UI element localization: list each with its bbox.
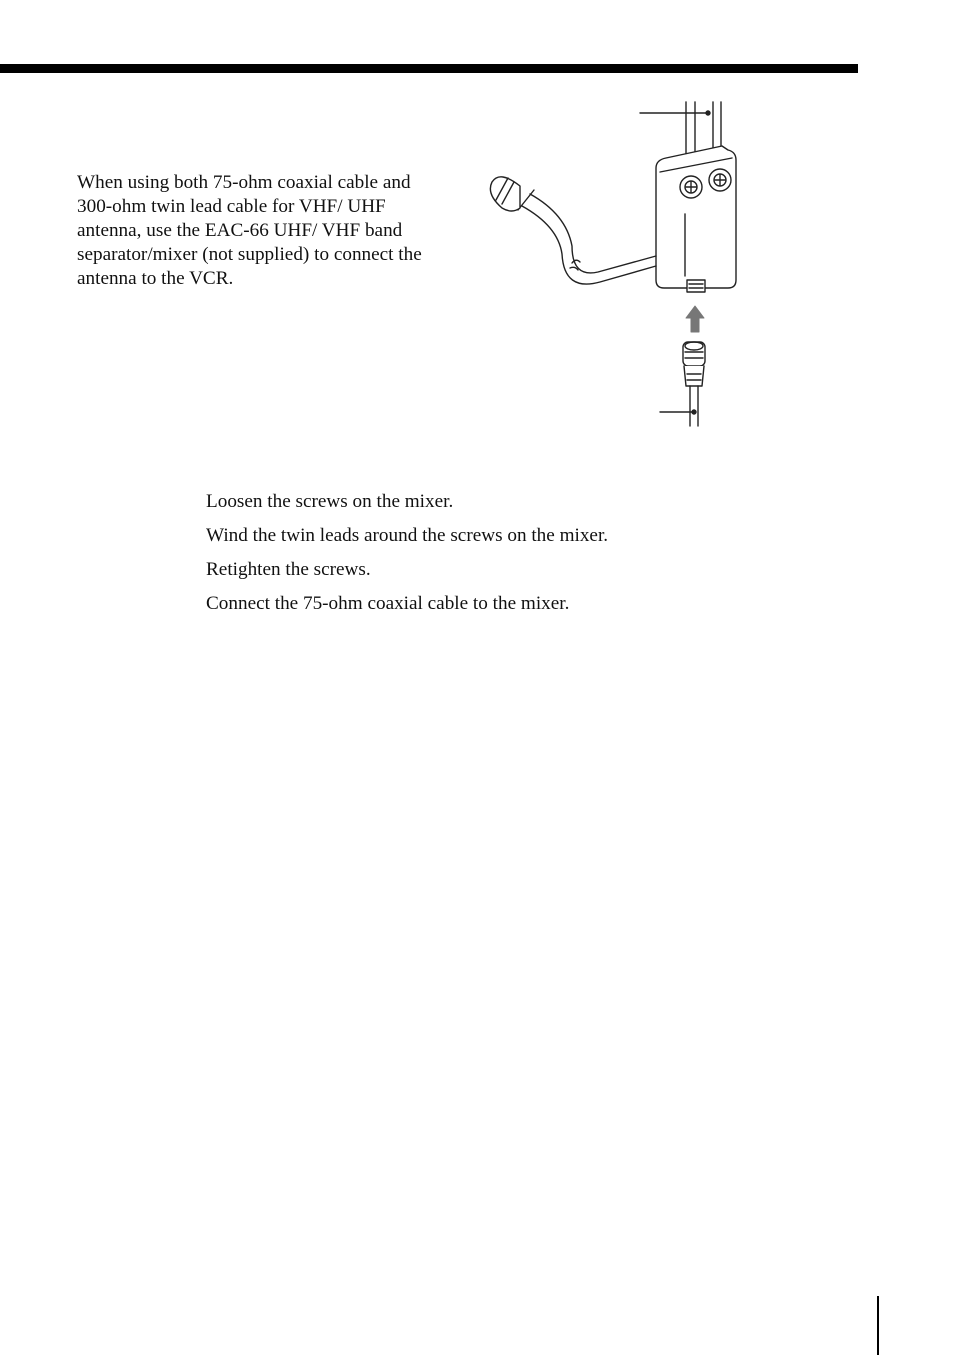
procedure-steps — [206, 490, 826, 626]
vcr-side-cable — [490, 177, 656, 284]
screw-terminal-left — [680, 176, 702, 198]
mixer-output-connector — [687, 280, 705, 292]
step-2: Wind the twin leads around the screws on the mixer. — [206, 525, 609, 546]
header-rule — [0, 64, 858, 73]
header-rule-notch — [0, 64, 114, 67]
page-edge-rule — [877, 1296, 879, 1355]
mixer-body — [656, 146, 736, 288]
twin-lead-callout — [640, 111, 710, 115]
mixer-connection-illustration — [480, 96, 750, 431]
step-1: Loosen the screws on the mixer. — [206, 491, 454, 512]
step-3: Retighten the screws. — [206, 559, 371, 580]
connect-direction-arrow — [686, 306, 704, 332]
intro-paragraph: When using both 75-ohm coaxial cable and 300-ohm twin lead cable for VHF/ UHF antenna, use the EAC-66 UHF/ VHF band separator/mixer (not supplied) to connect the antenna to the VCR. — [77, 172, 422, 289]
screw-terminal-right — [709, 169, 731, 191]
step-4: Connect the 75-ohm coaxial cable to the mixer. — [206, 593, 570, 614]
